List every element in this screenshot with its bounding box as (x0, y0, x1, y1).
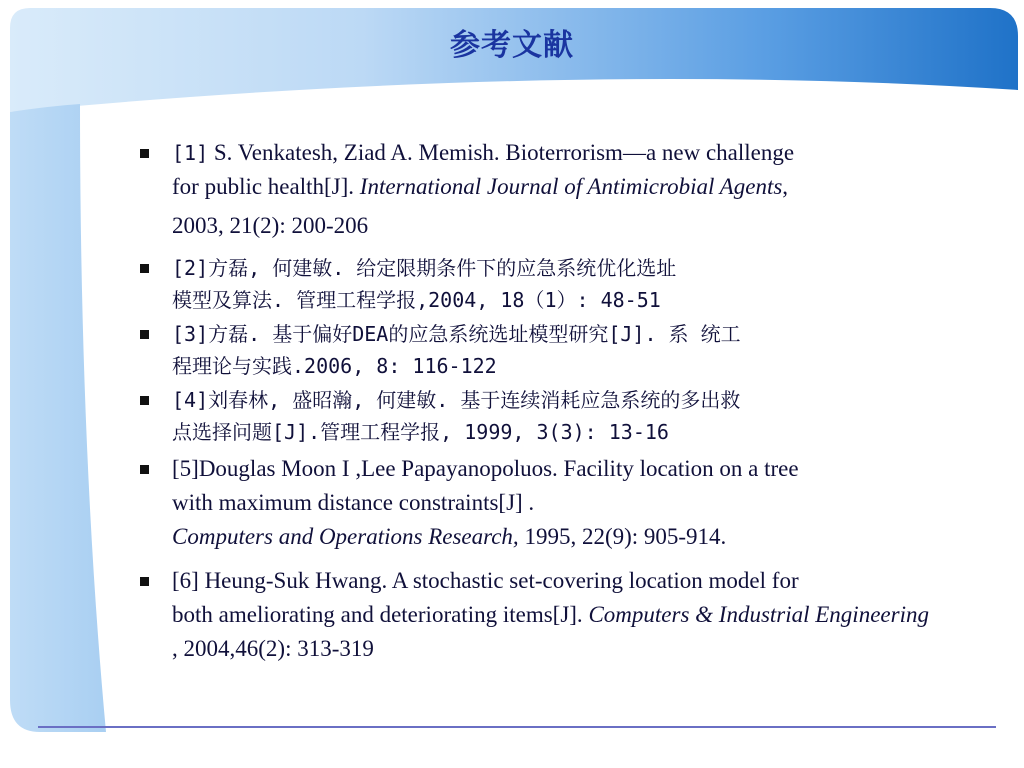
reference-line (172, 598, 970, 632)
reference-item (140, 136, 970, 248)
bullet-icon (140, 396, 149, 405)
reference-authors: S. Venkatesh, Ziad A. Memish. Bioterrorism—a new challenge (208, 140, 795, 165)
bullet-icon (140, 577, 149, 586)
reference-line: [3]方磊. 基于偏好DEA的应急系统选址模型研究[J]. 系 统工 (172, 322, 741, 346)
reference-line (172, 170, 970, 204)
reference-line (172, 520, 970, 554)
reference-details: 2003, 21(2): 200-206 (172, 213, 369, 238)
reference-details: 1995, 22(9): 905-914. (518, 524, 727, 549)
reference-item (140, 252, 970, 316)
reference-list (140, 136, 970, 666)
journal-name: Computers and Operations Research, (172, 524, 519, 549)
reference-text: for public health[J]. (172, 174, 360, 199)
reference-details: , 2004,46(2): 313-319 (172, 636, 374, 661)
reference-line: [6] Heung-Suk Hwang. A stochastic set-covering location model for (172, 568, 799, 593)
reference-text: both ameliorating and deteriorating items[J]. (172, 602, 589, 627)
reference-item (140, 564, 970, 666)
reference-item (140, 452, 970, 554)
journal-name: International Journal of Antimicrobial Agents (359, 174, 783, 199)
slide-title: 参考文献 (450, 28, 574, 63)
reference-line: with maximum distance constraints[J] . (172, 490, 535, 515)
reference-label: [1] (172, 141, 209, 165)
reference-item (140, 318, 970, 382)
reference-line: [5]Douglas Moon I ,Lee Papayanopoluos. Facility location on a tree (172, 456, 799, 481)
reference-line: 模型及算法. 管理工程学报,2004, 18（1）: 48-51 (172, 288, 661, 312)
reference-line (172, 136, 970, 170)
reference-item (140, 384, 970, 448)
reference-line: 程理论与实践.2006, 8: 116-122 (172, 354, 497, 378)
bullet-icon (140, 264, 149, 273)
reference-line: 点选择问题[J].管理工程学报, 1999, 3(3): 13-16 (172, 420, 669, 444)
reference-text: , (782, 174, 789, 199)
left-side-band (10, 104, 106, 732)
journal-name: Computers & Industrial Engineering (588, 602, 929, 627)
reference-line: [2]方磊, 何建敏. 给定限期条件下的应急系统优化选址 (172, 256, 677, 280)
bullet-icon (140, 149, 149, 158)
bullet-icon (140, 465, 149, 474)
bullet-icon (140, 330, 149, 339)
reference-line: [4]刘春林, 盛昭瀚, 何建敏. 基于连续消耗应急系统的多出救 (172, 388, 741, 412)
